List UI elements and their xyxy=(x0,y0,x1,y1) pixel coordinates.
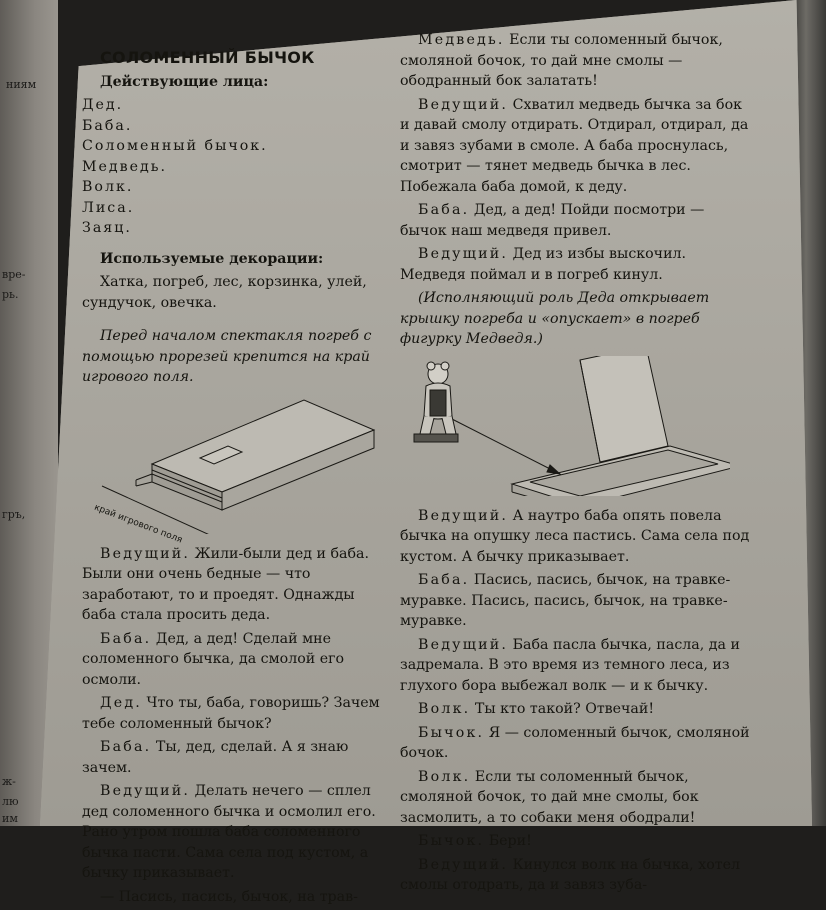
line-text: Кинулся волк на бычка, хотел смолы отодрать, да и завяз зуба- xyxy=(400,856,740,893)
edge-fragment: ниям xyxy=(6,78,37,91)
speaker: Ведущий. xyxy=(100,783,191,799)
dialogue-line xyxy=(400,767,754,829)
speaker: Дед. xyxy=(100,695,142,711)
line-text: Если ты соломенный бычок, смоляной бочок, то дай мне смолы, бок засмолить, а то собаки меня ободрали! xyxy=(400,768,699,826)
dialogue-line xyxy=(400,244,754,285)
edge-fragment: им xyxy=(2,812,18,825)
line-text: Я — соломенный бычок, смоляной бочок. xyxy=(400,724,750,761)
speaker: Ведущий. xyxy=(100,545,191,562)
dialogue-line xyxy=(400,200,754,241)
stage-note: Перед началом спектакля погреб с помощью прорезей крепится на край игрового поля. xyxy=(82,328,372,385)
speaker: Ведущий. xyxy=(418,507,509,524)
dialogue-line xyxy=(82,737,384,778)
line-text: Пасись, пасись, бычок, на травке-муравке. Пасись, пасись, бычок, на травке-муравке. xyxy=(400,572,731,629)
speaker: Баба. xyxy=(418,202,470,218)
dialogue-line xyxy=(82,629,384,691)
dialogue-line xyxy=(82,781,384,884)
dialogue-line xyxy=(400,506,754,568)
edge-fragment: ж- xyxy=(2,775,16,788)
cast-item: Лиса. xyxy=(82,199,135,216)
decor-heading: Используемые декорации: xyxy=(100,250,324,267)
speaker: Волк. xyxy=(418,701,471,717)
decor-text: Хатка, погреб, лес, корзинка, улей, сундучок, овечка. xyxy=(82,274,367,311)
line-text: Жили-были дед и баба. Были они очень бедные — что заработают, то и проедят. Однажды баба стала просить деда. xyxy=(82,545,369,623)
cast-list xyxy=(82,95,384,239)
speaker: Волк. xyxy=(418,768,471,785)
speaker: Баба. xyxy=(418,572,470,588)
cast-item: Медведь. xyxy=(82,158,168,175)
dialogue-line xyxy=(400,831,754,852)
speaker: Ведущий. xyxy=(418,246,509,262)
speaker: Бычок. xyxy=(418,724,485,741)
line-text: Бери! xyxy=(484,833,532,849)
dialogue-line xyxy=(400,30,754,92)
edge-fragment: вре- xyxy=(2,268,26,281)
dialogue-line xyxy=(82,887,384,908)
cast-heading: Действующие лица: xyxy=(100,73,269,90)
line-text: Дед, а дед! Сделай мне соломенного бычка, да смолой его осмоли. xyxy=(82,630,345,688)
line-text: Баба пасла бычка, пасла, да и задремала. В это время из темного леса, из глухого бора выбежал волк — и к бычку. xyxy=(400,636,740,694)
line-text: Дед, а дед! Пойди посмотри — бычок наш медведя привел. xyxy=(400,202,705,239)
cellar-illustration xyxy=(82,394,384,546)
speaker: Ведущий. xyxy=(418,856,509,873)
play-title: СОЛОМЕННЫЙ БЫЧОК xyxy=(100,48,315,67)
line-text: Делать нечего — сплел дед соломенного бычка и осмолил его. Рано утром пошла баба соломенного бычка пасти. Сама села под кустом, а бычку приказывает. xyxy=(82,783,376,881)
cast-item: Дед. xyxy=(82,97,124,113)
line-text: Если ты соломенный бычок, смоляной бочок, то дай мне смолы — ободранный бок залатать! xyxy=(400,32,723,89)
dialogue-line xyxy=(400,95,754,198)
dialogue-line xyxy=(82,544,384,626)
bear-cellar-illustration xyxy=(400,356,754,496)
edge-fragment: лю xyxy=(2,795,19,808)
figure-caption: край игрового поля xyxy=(92,502,184,546)
line-text: Ты, дед, сделай. А я знаю зачем. xyxy=(82,739,349,776)
dialogue-line xyxy=(400,855,754,896)
right-column xyxy=(400,30,754,899)
line-text: Дед из избы выскочил. Медведя поймал и в погреб кинул. xyxy=(400,246,687,283)
edge-fragment: гръ, xyxy=(2,508,26,521)
left-column xyxy=(82,48,384,910)
speaker: Баба. xyxy=(100,739,152,755)
speaker: Ведущий. xyxy=(418,96,509,113)
cast-item: Баба. xyxy=(82,117,133,134)
speaker: Медведь. xyxy=(418,32,505,48)
stage-note: (Исполняющий роль Деда открывает крышку погреба и «опускает» в погреб фигурку Медведя.) xyxy=(400,290,710,347)
edge-fragment: рь. xyxy=(2,288,19,301)
line-text: Ты кто такой? Отвечай! xyxy=(470,701,655,717)
line-text: Схватил медведь бычка за бок и давай смолу отдирать. Отдирал, отдирал, да и завяз зубами в смоле. А баба проснулась, смотрит — тянет медведь бычка в лес. Побежала баба домой, к деду. xyxy=(400,96,749,195)
dialogue-line xyxy=(82,693,384,734)
cast-item: Волк. xyxy=(82,179,134,195)
cast-item: Соломенный бычок. xyxy=(82,138,268,154)
line-text: — Пасись, пасись, бычок, на трав- xyxy=(100,888,358,905)
dialogue-line xyxy=(400,699,754,720)
dialogue-line xyxy=(400,570,754,632)
speaker: Баба. xyxy=(100,630,152,647)
line-text: Что ты, баба, говоришь? Зачем тебе соломенный бычок? xyxy=(82,695,380,732)
dialogue-line xyxy=(400,635,754,697)
speaker: Бычок. xyxy=(418,833,485,849)
speaker: Ведущий. xyxy=(418,636,509,653)
line-text: А наутро баба опять повела бычка на опушку леса пастись. Сама села под кустом. А бычку приказывает. xyxy=(400,507,750,565)
dialogue-line xyxy=(400,723,754,764)
cast-item: Заяц. xyxy=(82,220,132,236)
